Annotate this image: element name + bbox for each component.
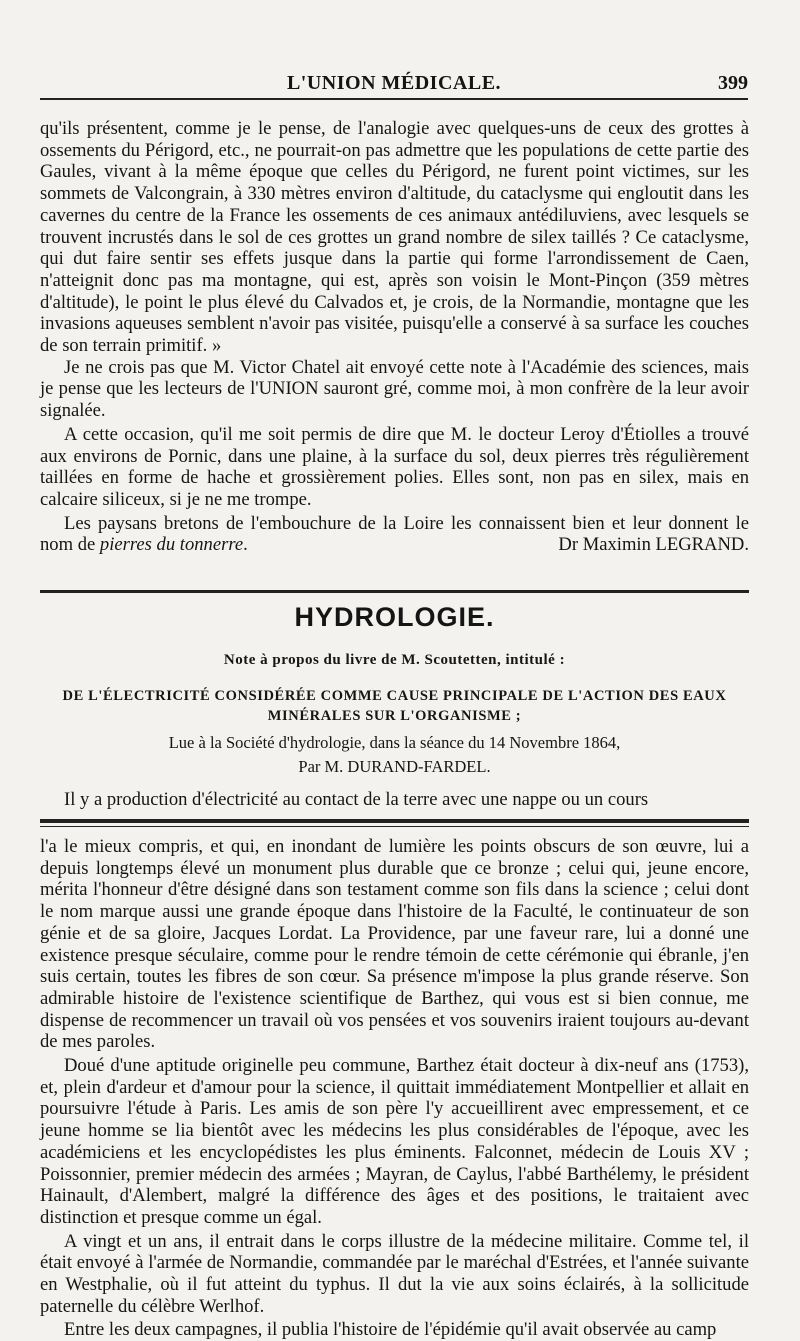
running-header	[40, 72, 748, 100]
section-rule-top	[40, 590, 749, 593]
divider-rule	[40, 819, 749, 823]
lower-paragraph-3: A vingt et un ans, il entrait dans le corps illustre de la médecine militaire. Comme tel, il était envoyé à l'armée de Normandie, commandée par le maréchal d'Estrées, et l'année suivante en Westphalie, où il fut atteint du typhus. Il dut la vie aux soins éclairés, à la sollicitude paternelle du célèbre Werlhof.	[40, 1230, 749, 1317]
note-heading: Note à propos du livre de M. Scoutetten, intitulé :	[223, 652, 566, 668]
journal-title: L'UNION MÉDICALE.	[286, 72, 502, 94]
paragraph-4-end: .	[243, 534, 248, 556]
divider-rule-thin	[40, 826, 749, 827]
paragraph-2: Je ne crois pas que M. Victor Chatel ait envoyé cette note à l'Académie des sciences, mais je pense que les lecteurs de l'UNION sauront gré, comme moi, à mon confrère de la leur avoir signalée.	[40, 356, 749, 422]
paragraph-4-start: Les paysans bretons de l'embouchure de la Loire les connaissent bien et leur donnent le nom de	[40, 512, 749, 556]
read-at-line: Lue à la Société d'hydrologie, dans la séance du 14 Novembre 1864,	[168, 733, 621, 752]
book-title: DE L'ÉLECTRICITÉ CONSIDÉRÉE COMME CAUSE PRINCIPALE DE L'ACTION DES EAUX MINÉRALES SUR L'ORGANISME ;	[62, 688, 727, 724]
author-line: Par M. DURAND-FARDEL.	[298, 757, 491, 776]
section-first-line-container	[40, 789, 749, 811]
page-number: 399	[718, 72, 748, 94]
lower-paragraph-1: l'a le mieux compris, et qui, en inondant de lumière les points obscurs de son œuvre, lui a depuis longtemps élevé un monument plus durable que ce bronze ; celui qui, jeune encore, mérita l'honneur d'être désigné dans son testament comme son fils dans la science ; celui dont le nom marque aussi une grande époque dans l'histoire de la Faculté, le continuateur de son génie et de sa gloire, Jacques Lordat. La Providence, par une faveur rare, lui a donné une existence presque séculaire, comme pour le rendre témoin de cette cérémonie qui ébranle, j'en suis certain, toutes les fibres de son cœur. Sa présence m'impose la plus grande réserve. Son admirable histoire de l'existence scientifique de Barthez, qui vous est si bien connue, me dispense de recommencer un travail où vos pensées et vos souvenirs iraient toujours au-devant de mes paroles.	[40, 836, 749, 1053]
lower-article	[40, 836, 749, 1341]
upper-article	[40, 118, 749, 556]
lower-paragraph-4: Entre les deux campagnes, il publia l'histoire de l'épidémie qu'il avait observée au camp	[64, 1319, 717, 1341]
paragraph-3: A cette occasion, qu'il me soit permis de dire que M. le docteur Leroy d'Étiolles a trouvé aux environs de Pornic, dans une plaine, à la surface du sol, deux pierres très régulièrement taillées en forme de hache et grossièrement polies. Elles sont, non pas en silex, mais en calcaire siliceux, si je ne me trompe.	[40, 423, 749, 510]
lower-paragraph-2: Doué d'une aptitude originelle peu commune, Barthez était docteur à dix-neuf ans (1753), et, plein d'ardeur et d'amour pour la science, il quittait immédiatement Montpellier et allait en poursuivre l'étude à Paris. Les amis de son père l'y accueillirent avec empressement, et ce jeune homme se lia bientôt avec les médecins les plus considérables de l'époque, avec les académiciens et les encyclopédistes les plus éminents. Falconnet, médecin de Louis XV ; Poissonnier, premier médecin des armées ; Mayran, de Caylus, l'abbé Barthélemy, le président Hainault, d'Alembert, malgré la différence des âges et des positions, le traitaient avec distinction et presque comme un égal.	[40, 1055, 749, 1228]
paragraph-4-italic: pierres du tonnerre	[99, 534, 244, 556]
paragraph-1: qu'ils présentent, comme je le pense, de l'analogie avec quelques-uns de ceux des grottes à ossements du Périgord, etc., ne pourrait-on pas admettre que les populations de cette partie des Gaules, vivant à la même époque que celles du Périgord, ne furent point victimes, sur les sommets de Valcongrain, à 330 mètres environ d'altitude, du cataclysme qui engloutit dans les cavernes du centre de la France les ossements de ces animaux antédiluviens, avec lesquels se trouvent incrustés dans le sol de ces grottes un grand nombre de silex taillés ? Ce cataclysme, qui dut faire sentir ses effets jusque dans la partie qui forme l'arrondissement de Caen, n'atteignit donc pas ma montagne, qui est, après son voisin le Mont-Pinçon (359 mètres d'altitude), le point le plus élevé du Calvados et, je crois, de la Normandie, montagne que les invasions aqueuses semblent n'avoir pas visitée, puisqu'elle a conservé à sa surface les couches de son terrain primitif. »	[40, 118, 749, 357]
section-title: HYDROLOGIE.	[294, 602, 495, 632]
section-first-line: Il y a production d'électricité au contact de la terre avec une nappe ou un cours	[64, 789, 649, 810]
signature: Dr Maximin LEGRAND.	[558, 534, 749, 556]
